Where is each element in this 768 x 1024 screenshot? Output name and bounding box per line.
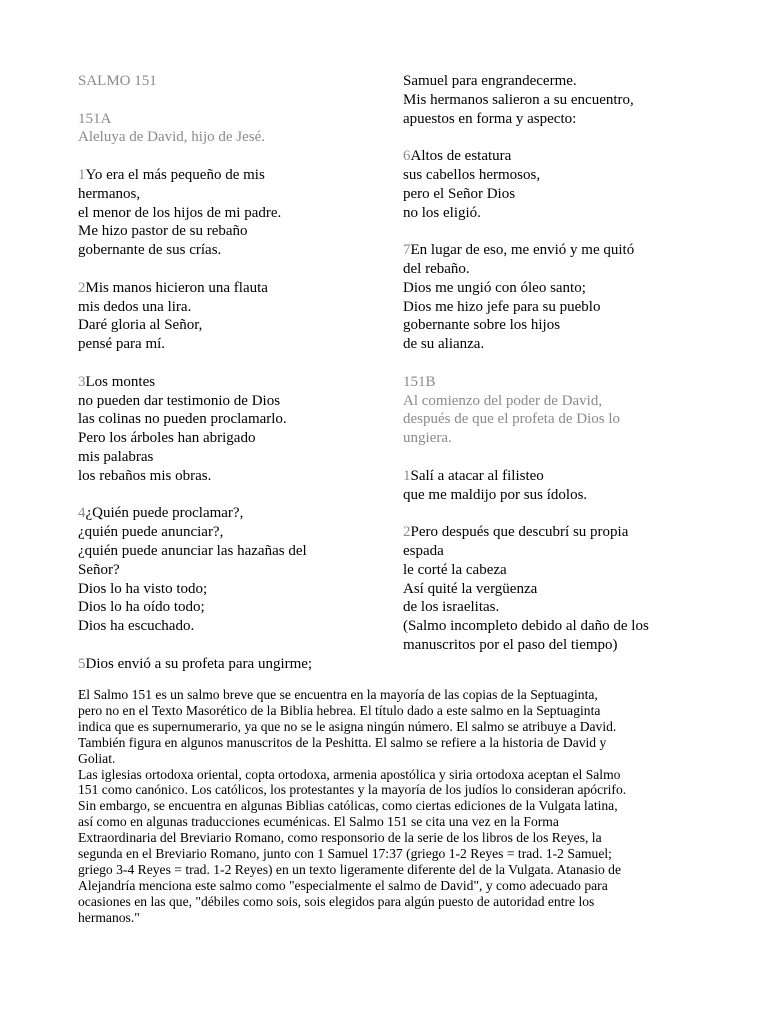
verse-line: los rebaños mis obras. [78, 467, 212, 484]
commentary-line: indica que es supernumerario, ya que no se le asigna ningún número. El salmo se atribuye a David. [78, 718, 617, 734]
verse-text: Pero después que descubrí su propia [410, 524, 629, 541]
section-b-number: 151B [403, 373, 436, 390]
verse-line: Señor? [78, 561, 120, 578]
verse-line: Samuel para engrandecerme. [403, 73, 577, 89]
verse-line [403, 241, 703, 260]
verse-text: Salí a atacar al filisteo [410, 467, 544, 484]
verse-line: gobernante de sus crías. [78, 242, 222, 259]
verse-line [78, 373, 378, 392]
verse [403, 147, 703, 222]
verse-line: (Salmo incompleto debido al daño de los [403, 618, 649, 635]
verse-text: Dios envió a su profeta para ungirme; [85, 655, 313, 672]
verse-text: Yo era el más pequeño de mis [85, 166, 265, 183]
verse-line [403, 147, 703, 166]
section-b-subtitle-line: ungiera. [403, 430, 452, 447]
verse-line: ¿quién puede anunciar las hazañas del [78, 542, 307, 559]
verse-line: que me maldijo por sus ídolos. [403, 486, 588, 503]
verse-line: espada [403, 542, 444, 559]
verse-line: las colinas no pueden proclamarlo. [78, 411, 287, 428]
right-column [403, 72, 703, 655]
commentary-line: Las iglesias ortodoxa oriental, copta ortodoxa, armenia apostólica y siria ortodoxa aceptan el Salmo [78, 766, 621, 782]
commentary-line: 151 como canónico. Los católicos, los protestantes y la mayoría de los judíos lo consideran apócrifo. [78, 782, 627, 798]
verse-line: Dios ha escuchado. [78, 618, 195, 635]
verse-line: apuestos en forma y aspecto: [403, 110, 577, 127]
verse-line: Pero los árboles han abrigado [78, 430, 256, 447]
commentary-line: Alejandría menciona este salmo como "especialmente el salmo de David", y como adecuado para [78, 877, 608, 893]
commentary-line: segunda en el Breviario Romano, junto con 1 Samuel 17:37 (griego 1-2 Reyes = trad. 1-2 Samuel; [78, 846, 612, 862]
verse-number: 1 [78, 166, 86, 183]
left-verses [78, 147, 378, 673]
commentary-line: así como en algunas traducciones ecuménicas. El Salmo 151 se cita una vez en la Forma [78, 814, 559, 830]
verse-line: mis palabras [78, 448, 154, 465]
verse-line: no los eligió. [403, 204, 481, 221]
right-verses [403, 128, 703, 354]
commentary-line: hermanos." [78, 909, 140, 925]
verse-number: 1 [403, 467, 411, 484]
verse-text: Altos de estatura [410, 148, 512, 165]
verse-line: sus cabellos hermosos, [403, 166, 541, 183]
right-top-continuation [403, 72, 703, 128]
verse-text: ¿Quién puede proclamar?, [85, 505, 244, 522]
verse-line: ¿quién puede anunciar?, [78, 524, 224, 541]
verse-line: de su alianza. [403, 336, 485, 353]
verse [403, 467, 703, 505]
commentary-line: Sin embargo, se encuentra en algunas Biblias católicas, como ciertas ediciones de la Vulgata latina, [78, 798, 618, 814]
verse-line: Me hizo pastor de su rebaño [78, 223, 248, 240]
psalm-heading: SALMO 151 [78, 73, 157, 89]
verse-line [403, 467, 703, 486]
verse-line: Dios me hizo jefe para su pueblo [403, 298, 601, 315]
verse-line: pensé para mí. [78, 336, 166, 353]
verse-line: hermanos, [78, 185, 141, 202]
section-b-subtitle-line: después de que el profeta de Dios lo [403, 411, 621, 428]
commentary-line: El Salmo 151 es un salmo breve que se encuentra en la mayoría de las copias de la Septuaginta, [78, 687, 598, 702]
verse-line [78, 504, 378, 523]
verse-line: el menor de los hijos de mi padre. [78, 204, 282, 221]
verse-line: Dios me ungió con óleo santo; [403, 279, 586, 296]
verse-line: le corté la cabeza [403, 561, 507, 578]
verse-number: 3 [78, 373, 86, 390]
verse [78, 279, 378, 354]
verse-line: no pueden dar testimonio de Dios [78, 392, 281, 409]
verse-text: En lugar de eso, me envió y me quitó [410, 242, 635, 259]
verse-text: Los montes [85, 373, 156, 390]
verse-number: 5 [78, 655, 86, 672]
verse-line [403, 523, 703, 542]
verse [403, 523, 703, 655]
verse-line [78, 655, 378, 674]
verse-line: mis dedos una lira. [78, 298, 192, 315]
verse-number: 2 [78, 279, 86, 296]
verse [78, 504, 378, 636]
verse-line: Daré gloria al Señor, [78, 317, 203, 334]
verse-line: de los israelitas. [403, 599, 500, 616]
verse-number: 2 [403, 524, 411, 541]
verse-line: Dios lo ha oído todo; [78, 599, 205, 616]
section-b-subtitle [403, 392, 703, 448]
verse-line: manuscritos por el paso del tiempo) [403, 636, 618, 653]
verse-line: del rebaño. [403, 260, 470, 277]
verse-line [78, 166, 378, 185]
verse-line: gobernante sobre los hijos [403, 317, 561, 334]
commentary-line: Goliat. [78, 750, 116, 766]
verse-line: Dios lo ha visto todo; [78, 580, 208, 597]
commentary-line: ocasiones en las que, "débiles como sois, sois elegidos para algún puesto de autoridad entre los [78, 893, 595, 909]
verse-text: Mis manos hicieron una flauta [85, 279, 268, 296]
verse-number: 6 [403, 148, 411, 165]
verse [78, 373, 378, 486]
verse-line: pero el Señor Dios [403, 185, 516, 202]
verse-number: 4 [78, 505, 86, 522]
section-b-subtitle-line: Al comienzo del poder de David, [403, 392, 603, 409]
commentary-line: Extraordinaria del Breviario Romano, como responsorio de la serie de los libros de los Reyes, la [78, 830, 602, 846]
commentary-line: griego 3-4 Reyes = trad. 1-2 Reyes) en un texto ligeramente diferente del de la Vulgata. Atanasio de [78, 861, 621, 877]
section-a-number: 151A [78, 110, 112, 127]
verse-line [78, 279, 378, 298]
verse-line: Así quité la vergüenza [403, 580, 538, 597]
verse [78, 166, 378, 260]
b-verses [403, 448, 703, 655]
left-column [78, 72, 378, 674]
verse [78, 655, 378, 674]
verse-line: Mis hermanos salieron a su encuentro, [403, 91, 634, 108]
verse [403, 241, 703, 354]
commentary-paragraph [78, 687, 708, 926]
commentary-line: pero no en el Texto Masorético de la Biblia hebrea. El título dado a este salmo en la Septuaginta [78, 702, 601, 718]
commentary-line: También figura en algunos manuscritos de la Peshitta. El salmo se refiere a la historia de David y [78, 734, 607, 750]
verse-number: 7 [403, 242, 411, 259]
section-a-subtitle: Aleluya de David, hijo de Jesé. [78, 129, 266, 146]
